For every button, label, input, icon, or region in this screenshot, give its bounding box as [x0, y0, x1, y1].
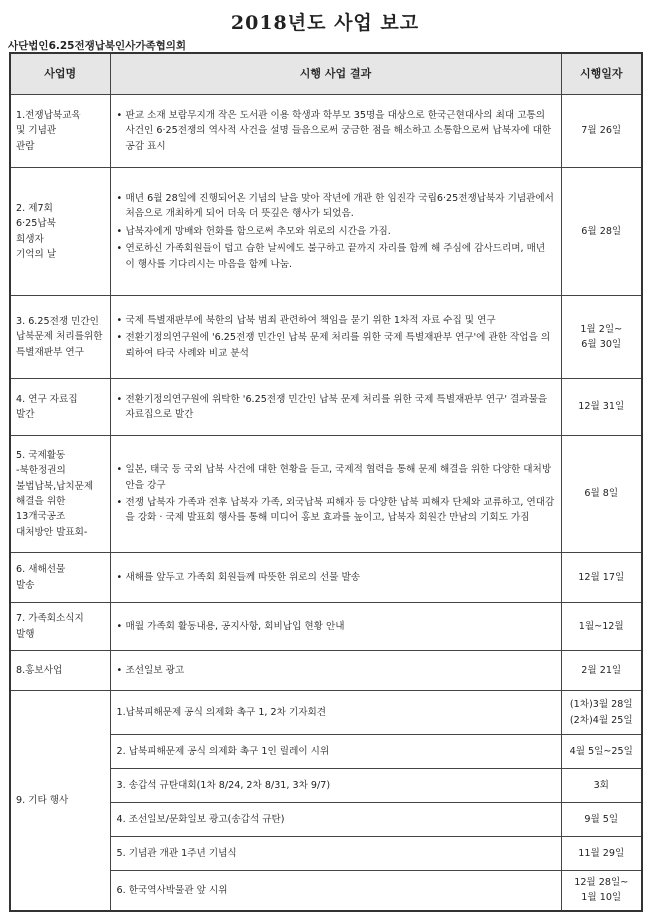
result-bullet: • 전환기정의연구원에 위탁한 '6.25전쟁 민간인 납북 문제 처리를 위한 국제 특별재판부 연구' 결과물을 자료집으로 발간	[116, 393, 548, 420]
table-row	[10, 95, 642, 168]
table-row	[10, 379, 642, 436]
project-result	[110, 553, 561, 603]
result-bullet: • 조선일보 광고	[116, 664, 185, 676]
header-date: 시행일자	[561, 53, 642, 95]
table-row	[10, 168, 642, 296]
event-date: 4월 5일~25일	[561, 735, 642, 769]
project-name: 5. 국제활동 -북한정권의 불법납북,납치문제 해결을 위한 13개국공조 대처방안 발표회-	[10, 436, 110, 553]
table-row	[10, 651, 642, 691]
project-name: 9. 기타 행사	[10, 691, 110, 911]
event-date: 11월 29일	[561, 837, 642, 871]
event-item: 6. 한국역사박물관 앞 시위	[110, 871, 561, 911]
result-bullet: • 새해를 앞두고 가족회 회원들께 따뜻한 위로의 선물 발송	[116, 571, 361, 583]
project-date: 6월 8일	[561, 436, 642, 553]
event-item: 4. 조선일보/문화일보 광고(송갑석 규탄)	[110, 803, 561, 837]
report-table	[9, 52, 643, 912]
result-bullet: • 국제 특별재판부에 북한의 납북 범죄 관련하여 책임을 묻기 위한 1차적 자료 수집 및 연구	[116, 314, 496, 326]
project-name: 6. 새해선물 발송	[10, 553, 110, 603]
header-name: 사업명	[10, 53, 110, 95]
event-item: 5. 기념관 개관 1주년 기념식	[110, 837, 561, 871]
project-name: 4. 연구 자료집 발간	[10, 379, 110, 436]
table-row	[10, 553, 642, 603]
event-item: 1.납북피해문제 공식 의제화 촉구 1, 2차 기자회견	[110, 691, 561, 735]
project-date: 6월 28일	[561, 168, 642, 296]
table-row	[10, 691, 642, 735]
result-bullet: • 연로하신 가족회원들이 덥고 습한 날씨에도 불구하고 끝까지 자리를 함께 해 주심에 감사드리며, 매년 이 행사를 기다리시는 마음을 함께 나눔.	[116, 243, 546, 270]
organization-name: 사단법인6.25전쟁납북인사가족협의회	[8, 40, 187, 52]
event-item: 2. 납북피해문제 공식 의제화 촉구 1인 릴레이 시위	[110, 735, 561, 769]
project-date: 12월 31일	[561, 379, 642, 436]
project-name: 1.전쟁납북교육 및 기념관 관람	[10, 95, 110, 168]
project-date: 7월 26일	[561, 95, 642, 168]
project-result	[110, 603, 561, 651]
table-header-row	[10, 53, 642, 95]
result-bullet: • 판교 소재 보람무지개 작은 도서관 이용 학생과 학부모 35명을 대상으로 한국근현대사의 최대 고통의 사건인 6·25전쟁의 역사적 사건을 설명 들음으로써 궁금한 점을 해소하고 소통함으로써 납북자에 대한 공감 표시	[116, 109, 552, 152]
project-result	[110, 651, 561, 691]
project-date: 1월~12월	[561, 603, 642, 651]
event-date: 3회	[561, 769, 642, 803]
project-date: 12월 17일	[561, 553, 642, 603]
project-name: 3. 6.25전쟁 민간인 납북문제 처리를위한특별재판부 연구	[10, 296, 110, 379]
table-row	[10, 436, 642, 553]
page-title: 2018년도 사업 보고	[230, 12, 420, 34]
result-bullet: • 납북자에게 망배와 헌화를 함으로써 추모와 위로의 시간을 가짐.	[116, 225, 391, 237]
project-result	[110, 379, 561, 436]
project-name: 2. 제7회 6·25납북 희생자 기억의 날	[10, 168, 110, 296]
result-bullet: • 매월 가족회 활동내용, 공지사항, 회비납입 현황 안내	[116, 620, 345, 632]
event-date: 12월 28일~ 1월 10일	[561, 871, 642, 911]
table-row	[10, 603, 642, 651]
project-name: 7. 가족회소식지 발행	[10, 603, 110, 651]
event-date: 9월 5일	[561, 803, 642, 837]
event-item: 3. 송갑석 규탄대회(1차 8/24, 2차 8/31, 3차 9/7)	[110, 769, 561, 803]
project-result	[110, 168, 561, 296]
project-date: 1월 2일~ 6월 30일	[561, 296, 642, 379]
project-result	[110, 296, 561, 379]
project-result	[110, 436, 561, 553]
result-bullet: • 전환기정의연구원에 '6.25전쟁 민간인 납북 문제 처리를 위한 국제 특별재판부 연구'에 관한 작업을 의뢰하여 타국 사례와 비교 분석	[116, 332, 551, 359]
event-date: (1차)3월 28일 (2차)4월 25일	[561, 691, 642, 735]
project-result	[110, 95, 561, 168]
project-date: 2월 21일	[561, 651, 642, 691]
result-bullet: • 전쟁 납북자 가족과 전후 납북자 가족, 외국납북 피해자 등 다양한 납북 피해자 단체와 교류하고, 연대감을 강화 · 국제 발표회 행사를 통해 미디어 홍보 효과를 높이고, 납북자 회원간 만남의 기회도 가짐	[116, 497, 555, 524]
result-bullet: • 매년 6월 28일에 진행되어온 기념의 날을 맞아 작년에 개관 한 임진각 국립6·25전쟁납북자 기념관에서 처음으로 개최하게 되어 더욱 더 뜻깊은 행사가 되었음.	[116, 193, 554, 220]
result-bullet: • 일본, 태국 등 국외 납북 사건에 대한 현황을 듣고, 국제적 협력을 통해 문제 해결을 위한 다양한 대처방안을 강구	[116, 464, 552, 491]
table-row	[10, 296, 642, 379]
header-result: 시행 사업 결과	[110, 53, 561, 95]
project-name: 8.홍보사업	[10, 651, 110, 691]
